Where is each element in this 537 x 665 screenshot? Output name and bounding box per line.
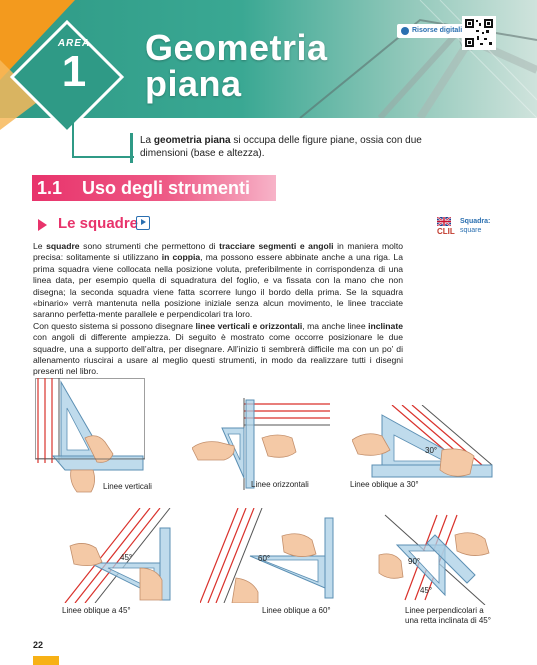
video-play-icon[interactable] <box>136 216 150 230</box>
uk-flag-icon <box>437 217 451 226</box>
figure-horizontal-lines <box>192 398 332 493</box>
subsection-arrow-icon <box>38 219 47 231</box>
body-paragraph-2: Con questo sistema si possono disegnare linee verticali e orizzontali, ma anche linee inclinate con angoli di differente ampiezza. Di seguito è mostrato come occorre posizionare le due squadre, una a supporto dell’altra, per disegnare. All’inizio ti sembrerà difficile ma con un po’ di allenamento riuscirai a usare al meglio questi strumenti, in modo da realizzare tutti i disegni presenti nel libro. <box>33 320 403 377</box>
caption-oblique-30: Linee oblique a 30° <box>350 480 419 489</box>
angle-label-45-b: 45° <box>420 586 433 595</box>
figure-oblique-30 <box>352 405 502 485</box>
area-number: 1 <box>61 47 87 96</box>
digital-resources-badge[interactable] <box>397 24 468 38</box>
page-number: 22 <box>33 640 44 650</box>
digital-resources-label: Risorse digitali <box>412 27 463 34</box>
section-number: 1.1 <box>37 178 63 198</box>
area-label: AREA <box>57 38 91 49</box>
intro-connector-horizontal <box>72 156 134 158</box>
title-line-1: Geometria <box>145 27 328 68</box>
caption-oblique-60: Linee oblique a 60° <box>262 606 331 615</box>
angle-label-30: 30° <box>425 446 438 455</box>
caption-perpendicular-line-1: Linee perpendicolari a <box>405 606 484 615</box>
figure-vertical-lines <box>35 378 145 496</box>
angle-label-60: 60° <box>258 554 271 563</box>
intro-connector-vertical <box>72 118 74 158</box>
digital-resources-icon <box>401 27 409 35</box>
page-title <box>145 27 328 104</box>
body-text <box>33 241 403 378</box>
angle-label-45: 45° <box>120 553 133 562</box>
body-paragraph-1: Le squadre sono strumenti che permettono di tracciare segmenti e angoli in maniera molto precisa: solitamente si utilizzano in coppia, ma possono essere abbinate anche a una riga. La prima squadra viene collocata nella posizione voluta, preferibilmente in corrispondenza di una linea data, per esempio quella di squadratura del foglio, e va fissata con la mano che non disegna; la seconda squadra viene fatta scorrere lungo il bordo della prima. Se la squadra «binario» verrà mantenuta nella posizione iniziale senza alcun movimento, le linee tracciate saranno perfetta-mente parallele e perpendicolari tra loro. <box>33 241 404 320</box>
caption-horizontal: Linee orizzontali <box>251 480 309 489</box>
subsection-title: Le squadre <box>58 215 139 232</box>
clil-term: Squadra: <box>460 218 491 225</box>
section-title: Uso degli strumenti <box>82 178 251 198</box>
title-line-2: piana <box>145 63 242 104</box>
figure-perpendicular-45 <box>375 505 500 605</box>
caption-perpendicular <box>405 606 491 626</box>
intro-accent-bar <box>130 133 133 163</box>
qr-code-icon[interactable] <box>462 16 496 50</box>
page-footer-bar <box>33 656 59 665</box>
clil-translation: square <box>460 227 482 234</box>
caption-vertical: Linee verticali <box>103 482 152 491</box>
angle-label-90: 90° <box>408 557 421 566</box>
caption-perpendicular-line-2: una retta inclinata di 45° <box>405 616 491 625</box>
intro-text: La geometria piana si occupa delle figure piane, ossia con due dimensioni (base e altezza). <box>140 135 422 159</box>
clil-label: CLIL <box>437 227 455 236</box>
caption-oblique-45: Linee oblique a 45° <box>62 606 131 615</box>
